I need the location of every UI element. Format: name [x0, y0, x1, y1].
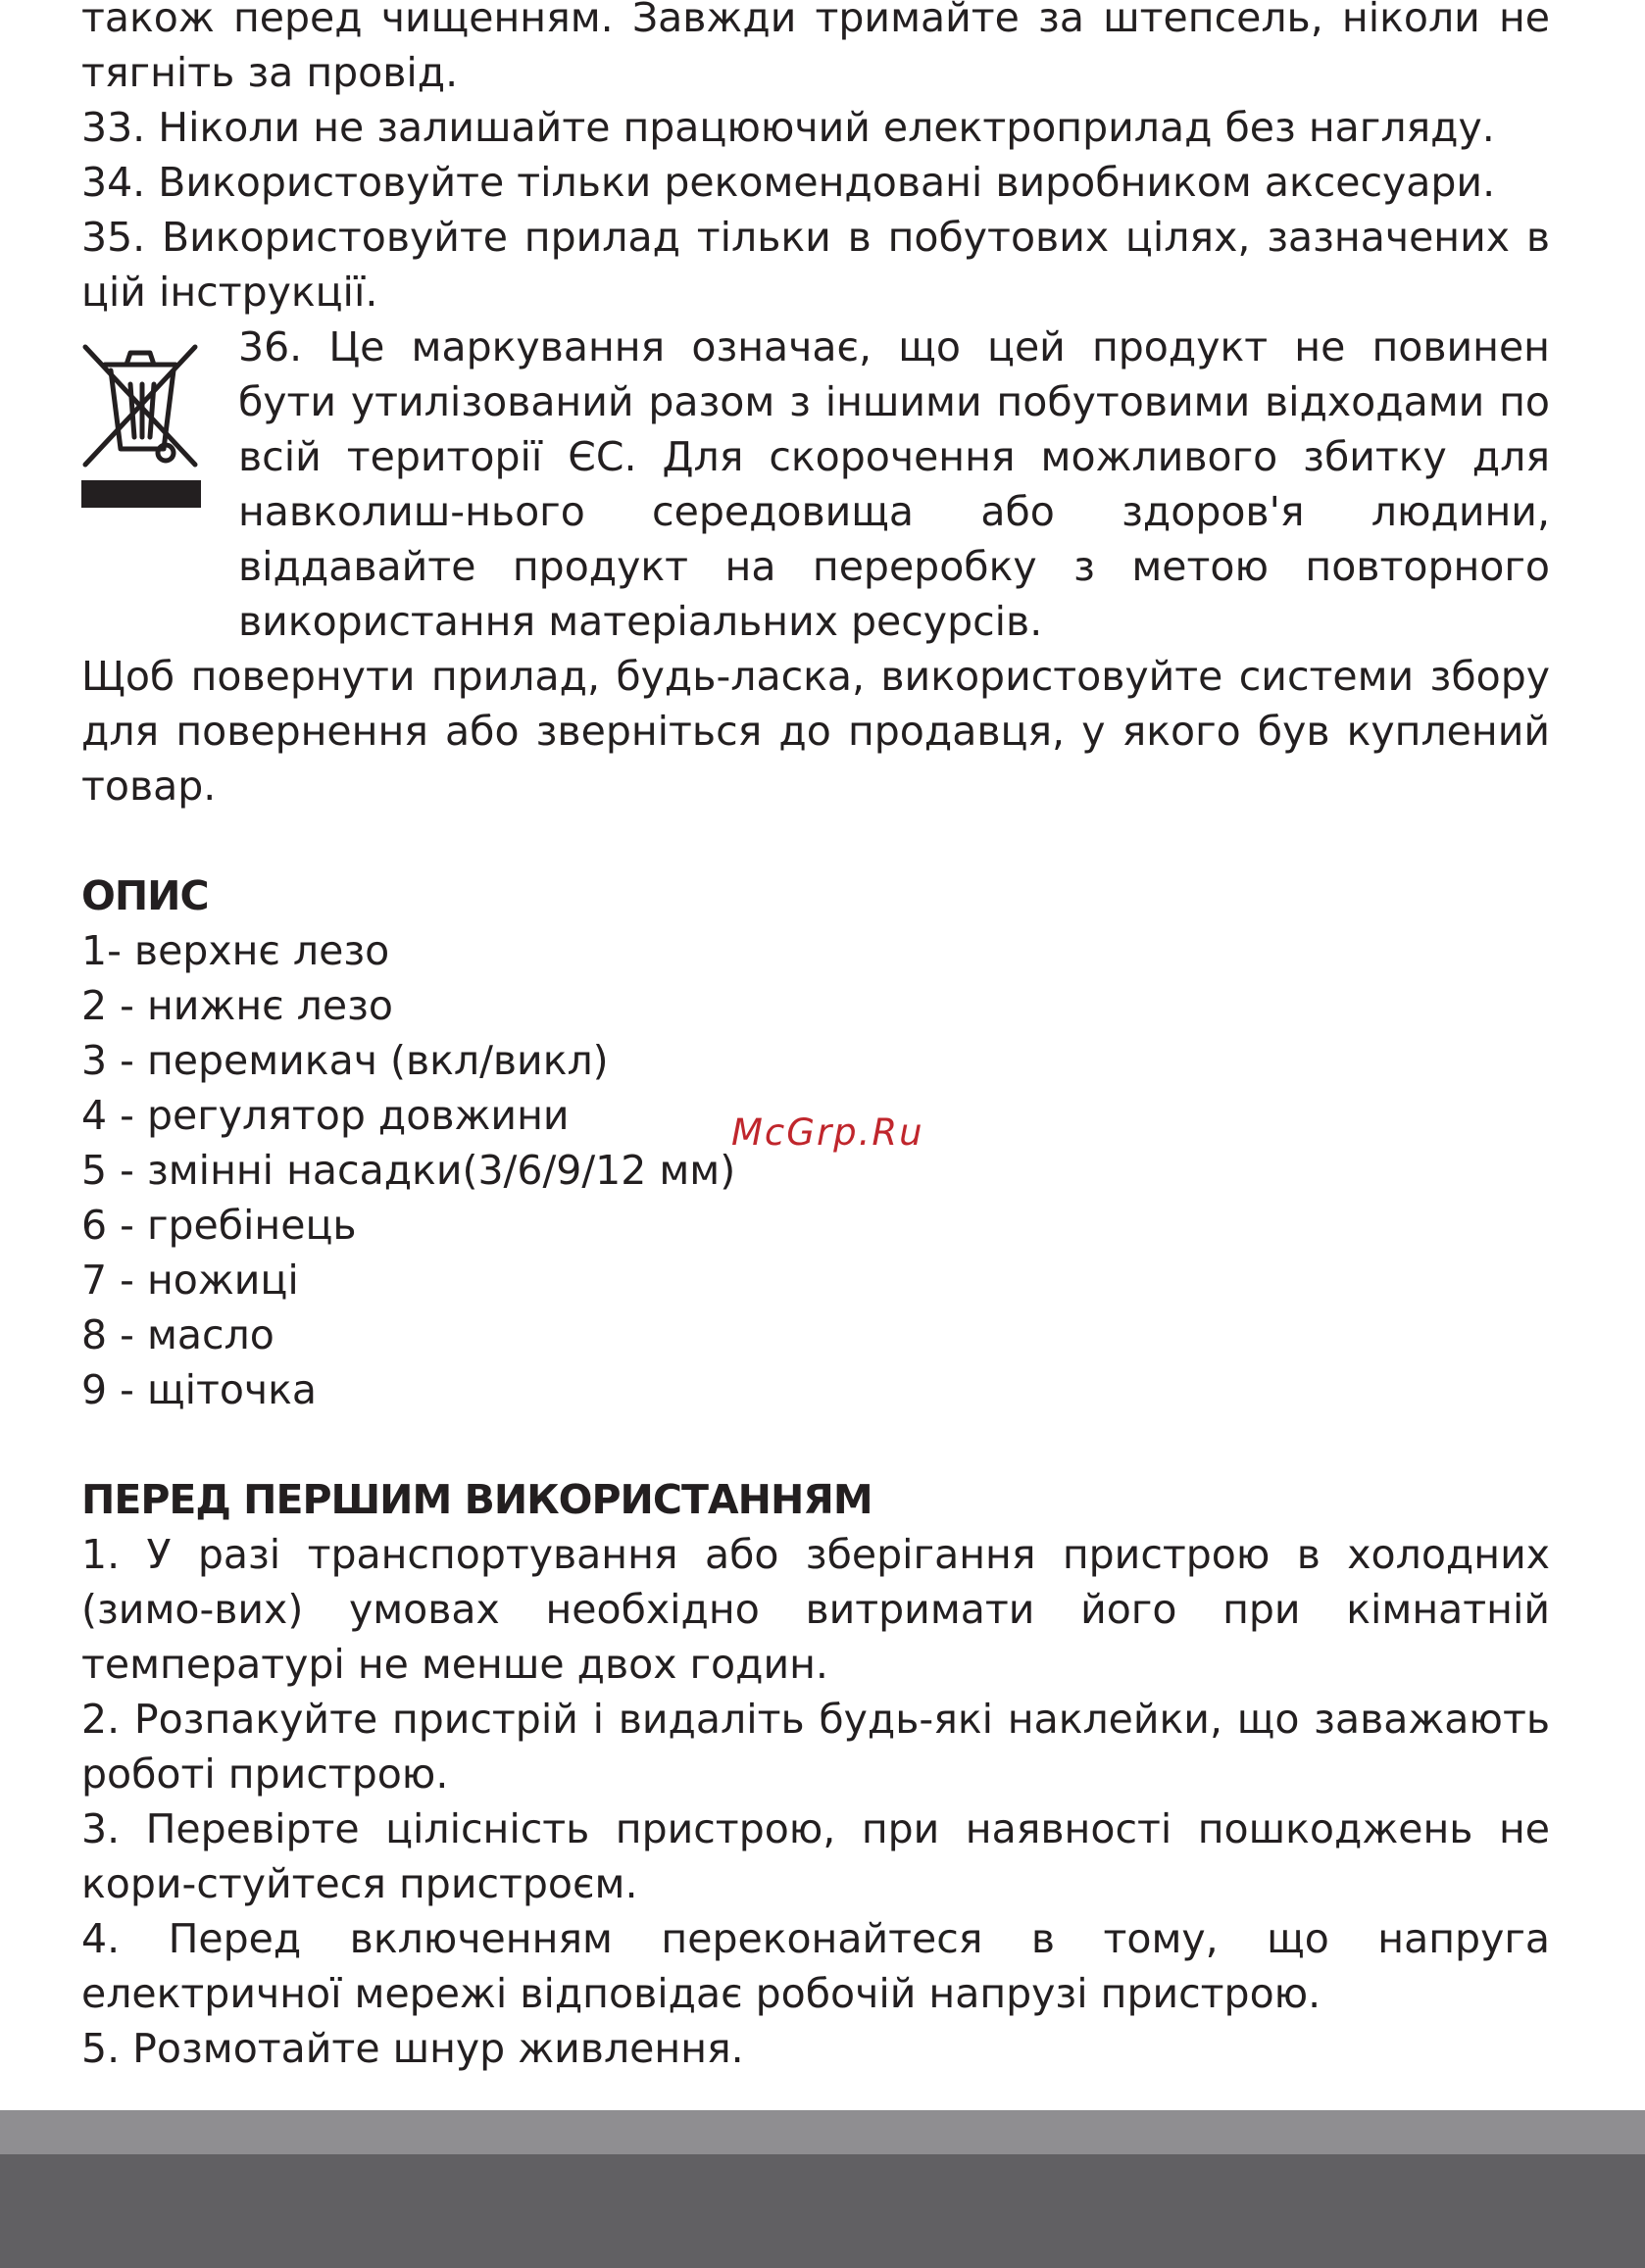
list-item: 3. Перевірте цілісність пристрою, при наявності пошкоджень не кори-стуйтеся пристроєм.	[81, 1805, 1550, 1907]
description-list	[81, 923, 1550, 1417]
watermark: McGrp.Ru	[731, 1111, 924, 1154]
list-item: 1. У разі транспортування або зберігання пристрою в холодних (зимо-вих) умовах необхідно витримати його при кімнатній температурі не менше двох годин.	[81, 1531, 1550, 1688]
item-34: 34. Використовуйте тільки рекомендовані виробником аксесуари.	[81, 159, 1496, 206]
list-item: 6 - гребінець	[81, 1202, 357, 1249]
list-item: 5 - змінні насадки(3/6/9/12 мм)	[81, 1147, 736, 1194]
document-body	[81, 0, 1550, 2076]
list-item: 8 - масло	[81, 1311, 274, 1358]
item-36: 36. Це маркування означає, що цей продукт не повинен бути утилізований разом з іншими побутовими відходами по всій території ЄС. Для скорочення можливого збитку для навколиш-нього середовища або здоров'я людини, віддавайте продукт на переробку з метою повторного використання матеріальних ресурсів.	[238, 323, 1550, 645]
list-item: 4. Перед включенням переконайтеся в тому, що напруга електричної мережі відповідає робочій напрузі пристрою.	[81, 1915, 1550, 2017]
list-item: 3 - перемикач (вкл/викл)	[81, 1037, 609, 1084]
weee-notice	[81, 320, 1550, 649]
list-item: 5. Розмотайте шнур живлення.	[81, 2025, 744, 2072]
list-item: 7 - ножиці	[81, 1257, 299, 1304]
return-note: Щоб повернути прилад, будь-ласка, використовуйте системи збору для повернення або зверніться до продавця, у якого був куплений товар.	[81, 653, 1550, 810]
item-35: 35. Використовуйте прилад тільки в побутових цілях, зазначених в цій інструкції.	[81, 214, 1550, 316]
section-heading-before-use: ПЕРЕД ПЕРШИМ ВИКОРИСТАННЯМ	[81, 1476, 872, 1523]
list-item: 2 - нижнє лезо	[81, 982, 393, 1029]
crossed-bin-icon	[81, 320, 238, 521]
paragraph-fragment: також перед чищенням. Завжди тримайте за штепсель, ніколи не тягніть за провід.	[81, 0, 1550, 96]
footer-band-dark	[0, 2154, 1645, 2268]
list-item: 4 - регулятор довжини	[81, 1092, 570, 1139]
section-heading-description: ОПИС	[81, 872, 209, 919]
footer-band-light	[0, 2110, 1645, 2154]
list-item: 2. Розпакуйте пристрій і видаліть будь-які наклейки, що заважають роботі пристрою.	[81, 1696, 1550, 1798]
list-item: 9 - щіточка	[81, 1366, 318, 1413]
item-33: 33. Ніколи не залишайте працюючий електроприлад без нагляду.	[81, 104, 1495, 151]
list-item: 1- верхнє лезо	[81, 927, 390, 974]
before-use-list	[81, 1527, 1550, 2076]
